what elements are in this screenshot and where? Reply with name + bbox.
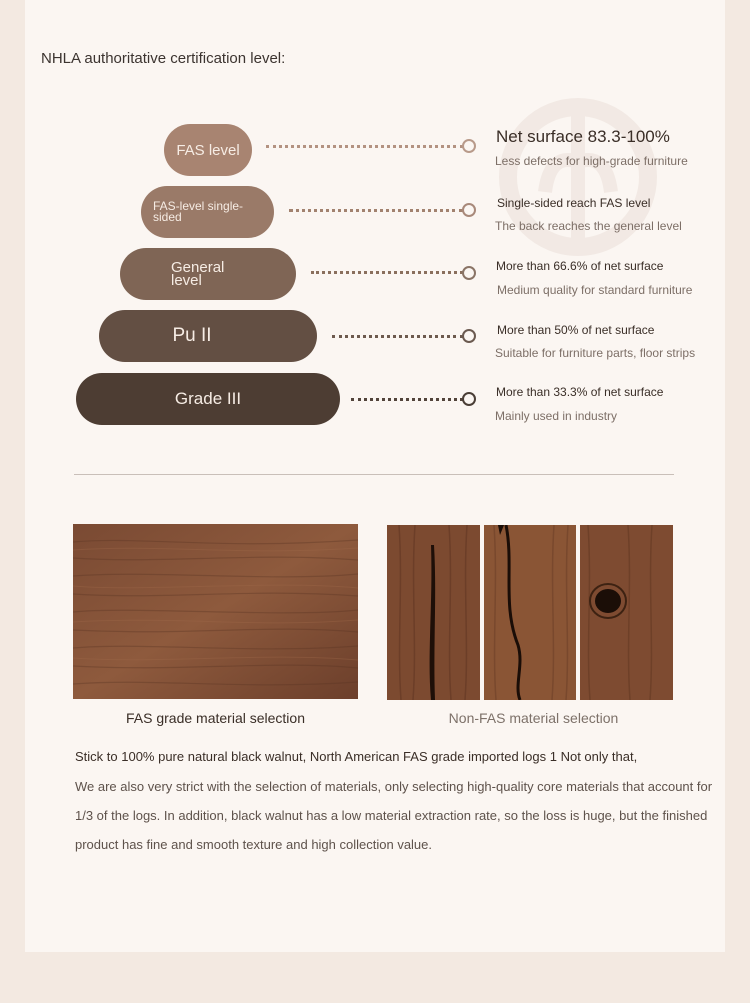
grade-pill-general [120, 248, 296, 300]
non-fas-wood-knot-image [580, 525, 673, 700]
grade-title: More than 50% of net surface [497, 323, 655, 337]
connector-ring [462, 266, 476, 280]
connector-line [332, 335, 463, 338]
grade-title: More than 66.6% of net surface [496, 259, 664, 273]
connector-line [311, 271, 463, 274]
grade-title: Net surface 83.3-100% [496, 127, 670, 146]
grade-pill-label: FAS level [176, 141, 240, 159]
grade-subtitle: Less defects for high-grade furniture [495, 154, 688, 168]
grade-pill-label: General level [171, 259, 225, 289]
section-divider [74, 474, 674, 475]
description-line: product has fine and smooth texture and high collection value. [75, 837, 433, 852]
connector-ring [462, 392, 476, 406]
grade-pill-label: Pu II [172, 325, 212, 346]
connector-ring [462, 329, 476, 343]
grade-subtitle: The back reaches the general level [495, 219, 682, 233]
connector-ring [462, 203, 476, 217]
non-fas-wood-crack-image [387, 525, 480, 700]
description-line: 1/3 of the logs. In addition, black walnut has a low material extraction rate, so the loss is huge, but the finished [75, 808, 708, 823]
connector-line [351, 398, 463, 401]
grade-pill-label: Grade III [174, 389, 242, 408]
connector-line [266, 145, 463, 148]
connector-line [289, 209, 463, 212]
description-line: We are also very strict with the selection of materials, only selecting high-quality core materials that account for [75, 779, 713, 794]
grade-pill-pu-ii [99, 310, 317, 362]
grade-title: Single-sided reach FAS level [497, 196, 651, 210]
non-fas-caption: Non-FAS material selection [448, 710, 619, 726]
fas-caption: FAS grade material selection [126, 710, 305, 726]
connector-ring [462, 139, 476, 153]
grade-subtitle: Mainly used in industry [495, 409, 618, 423]
grade-pill-label: FAS-level single-sided [153, 199, 244, 224]
tree-logo-watermark [490, 92, 666, 262]
description-line: Stick to 100% pure natural black walnut, North American FAS grade imported logs 1 Not only that, [75, 749, 638, 764]
grade-pill-fas-single-sided [141, 186, 274, 238]
grade-subtitle: Medium quality for standard furniture [497, 283, 693, 297]
grade-title: More than 33.3% of net surface [496, 385, 664, 399]
fas-wood-image [73, 524, 358, 699]
certification-heading: NHLA authoritative certification level: [41, 50, 286, 67]
non-fas-wood-split-image [484, 525, 576, 700]
grade-pill-grade-iii [76, 373, 340, 425]
grade-pill-fas [164, 124, 252, 176]
grade-subtitle: Suitable for furniture parts, floor strips [495, 346, 696, 360]
